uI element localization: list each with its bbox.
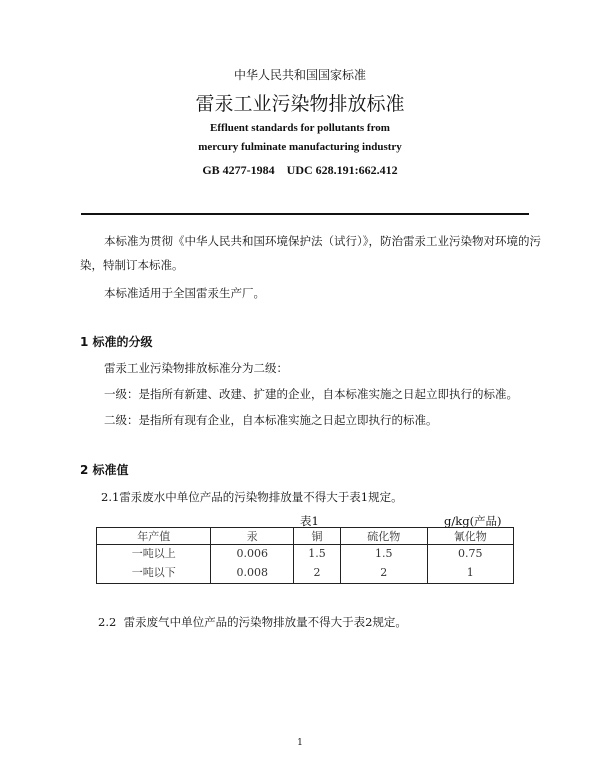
header-cell: 铜 xyxy=(294,528,341,545)
cell: 0.75 xyxy=(427,545,514,562)
title-en-2: mercury fulminate manufacturing industry xyxy=(198,141,402,153)
cell: 1.5 xyxy=(341,545,427,562)
cell: 一吨以上 xyxy=(97,545,211,562)
header-cell: 汞 xyxy=(211,528,294,545)
page-number: 1 xyxy=(297,738,303,748)
header-cell: 氰化物 xyxy=(427,528,514,545)
header-cell: 硫化物 xyxy=(341,528,427,545)
s2-p22: 2.2 雷汞废气中单位产品的污染物排放量不得大于表2规定。 xyxy=(98,615,407,629)
section-1-heading: 1 标准的分级 xyxy=(80,335,153,349)
s1-p2: 一级：是指所有新建、改建、扩建的企业，自本标准实施之日起立即执行的标准。 xyxy=(104,387,518,401)
cell: 1.5 xyxy=(294,545,341,562)
intro-p2: 本标准适用于全国雷汞生产厂。 xyxy=(104,286,265,300)
cell: 2 xyxy=(341,561,427,584)
table-row xyxy=(97,561,514,584)
table-title: 表1 xyxy=(300,514,319,528)
header-cell: 年产值 xyxy=(97,528,211,545)
table-unit: g/kg(产品) xyxy=(444,514,502,528)
org-name: 中华人民共和国国家标准 xyxy=(233,68,366,82)
s1-p1: 雷汞工业污染物排放标准分为二级： xyxy=(104,361,288,375)
section-2-heading: 2 标准值 xyxy=(80,463,129,477)
cell: 1 xyxy=(427,561,514,584)
standard-code: GB 4277-1984 UDC 628.191:662.412 xyxy=(202,163,398,177)
table-row xyxy=(97,545,514,562)
s2-p21: 2.1雷汞废水中单位产品的污染物排放量不得大于表1规定。 xyxy=(101,490,403,504)
cell: 0.008 xyxy=(211,561,294,584)
page-title: 雷汞工业污染物排放标准 xyxy=(195,93,405,115)
table-header-row xyxy=(97,528,514,545)
cell: 0.006 xyxy=(211,545,294,562)
table-1 xyxy=(96,527,514,584)
divider xyxy=(81,213,529,215)
cell: 一吨以下 xyxy=(97,561,211,584)
intro-p1a: 本标准为贯彻《中华人民共和国环境保护法（试行）》，防治雷汞工业污染物对环境的污 xyxy=(104,234,541,248)
title-en-1: Effluent standards for pollutants from xyxy=(210,122,390,134)
s1-p3: 二级：是指所有现有企业，自本标准实施之日起立即执行的标准。 xyxy=(104,413,438,427)
intro-p1b: 染，特制订本标准。 xyxy=(80,258,184,272)
cell: 2 xyxy=(294,561,341,584)
